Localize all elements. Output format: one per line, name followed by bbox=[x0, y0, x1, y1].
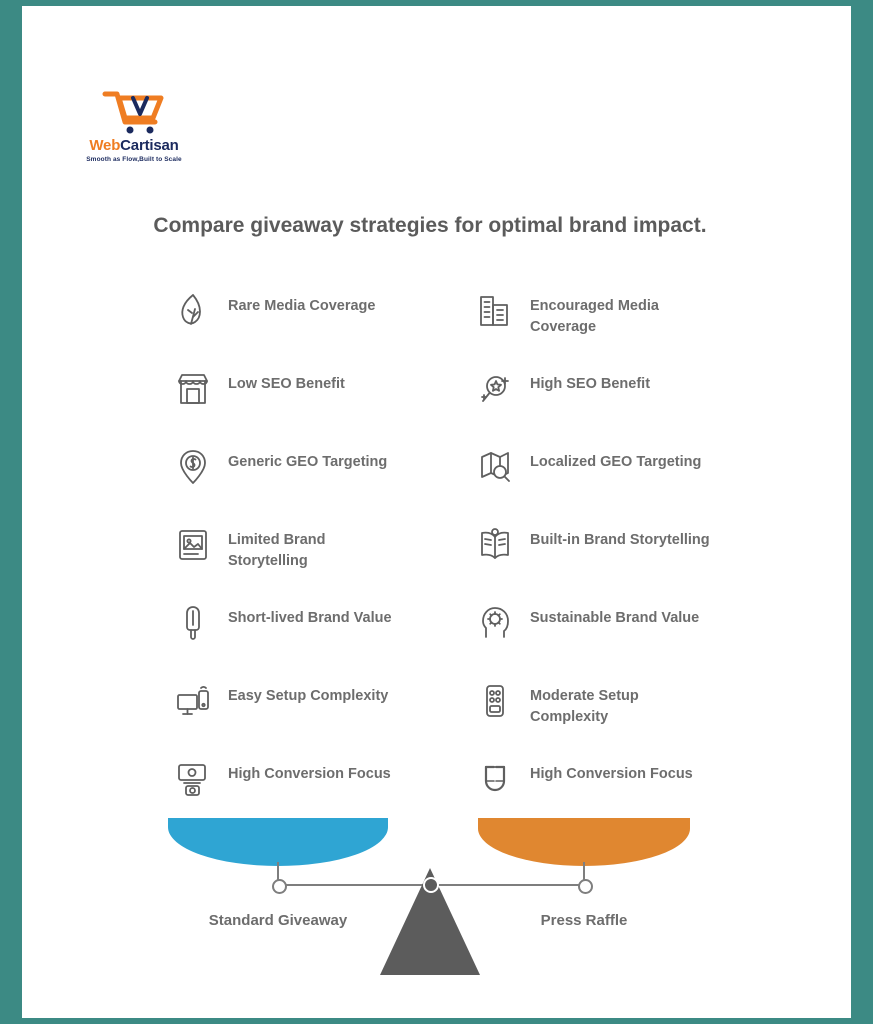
feature-label: Moderate Setup Complexity bbox=[530, 688, 639, 726]
feature-label: High Conversion Focus bbox=[228, 766, 391, 782]
head-gear-icon bbox=[472, 600, 518, 646]
remote-control-icon bbox=[472, 678, 518, 724]
page-border-bottom bbox=[0, 1018, 873, 1024]
left-feature-column bbox=[170, 288, 470, 834]
feature-label: High Conversion Focus bbox=[530, 766, 693, 782]
feature-label: Limited Brand Storytelling bbox=[228, 532, 326, 570]
feature-item bbox=[170, 366, 470, 444]
scale-label-left: Standard Giveaway bbox=[208, 912, 348, 929]
scale-pan-left bbox=[168, 818, 388, 866]
feature-label: Short-lived Brand Value bbox=[228, 610, 392, 626]
feature-item bbox=[472, 366, 772, 444]
monitor-wifi-icon bbox=[170, 678, 216, 724]
feature-label: Generic GEO Targeting bbox=[228, 454, 388, 470]
feature-item bbox=[170, 678, 470, 756]
open-book-icon bbox=[472, 522, 518, 568]
feature-label: Built-in Brand Storytelling bbox=[530, 532, 710, 548]
scale-pivot bbox=[423, 877, 439, 893]
news-building-icon bbox=[472, 288, 518, 334]
feature-item bbox=[170, 288, 470, 366]
page-title: Compare giveaway strategies for optimal brand impact. bbox=[153, 214, 707, 237]
scale-label-right: Press Raffle bbox=[540, 912, 628, 929]
brand-name-part2: Cartisan bbox=[120, 137, 179, 154]
feature-item bbox=[472, 522, 772, 600]
feature-label: Localized GEO Targeting bbox=[530, 454, 702, 470]
leaf-drop-icon bbox=[170, 288, 216, 334]
feature-item bbox=[472, 444, 772, 522]
image-document-icon bbox=[170, 522, 216, 568]
scale-knob-left bbox=[272, 879, 287, 894]
page-border-top bbox=[0, 0, 873, 6]
feature-item bbox=[170, 522, 470, 600]
popsicle-icon bbox=[170, 600, 216, 646]
location-pin-icon bbox=[170, 444, 216, 490]
feature-label: Encouraged Media Coverage bbox=[530, 298, 659, 336]
brand-tagline: Smooth as Flow,Built to Scale bbox=[86, 156, 182, 163]
feature-item bbox=[170, 600, 470, 678]
feature-item bbox=[472, 678, 772, 756]
feature-label: Rare Media Coverage bbox=[228, 298, 376, 314]
brand-name bbox=[89, 138, 178, 153]
feature-item bbox=[472, 288, 772, 366]
map-search-icon bbox=[472, 444, 518, 490]
feature-item bbox=[170, 444, 470, 522]
scale-knob-right bbox=[578, 879, 593, 894]
shopping-cart-icon bbox=[99, 88, 169, 136]
feature-label: Easy Setup Complexity bbox=[228, 688, 389, 704]
feature-label: Sustainable Brand Value bbox=[530, 610, 700, 626]
money-camera-icon bbox=[170, 756, 216, 802]
magnifier-star-icon bbox=[472, 366, 518, 412]
brand-logo bbox=[64, 58, 204, 193]
right-feature-column bbox=[472, 288, 772, 834]
scale-pan-right bbox=[478, 818, 690, 866]
feature-item bbox=[472, 600, 772, 678]
storefront-icon bbox=[170, 366, 216, 412]
feature-label: High SEO Benefit bbox=[530, 376, 651, 392]
feature-label: Low SEO Benefit bbox=[228, 376, 345, 392]
brand-name-part1: Web bbox=[89, 137, 121, 154]
balance-scale bbox=[0, 800, 873, 1000]
magnet-icon bbox=[472, 756, 518, 802]
